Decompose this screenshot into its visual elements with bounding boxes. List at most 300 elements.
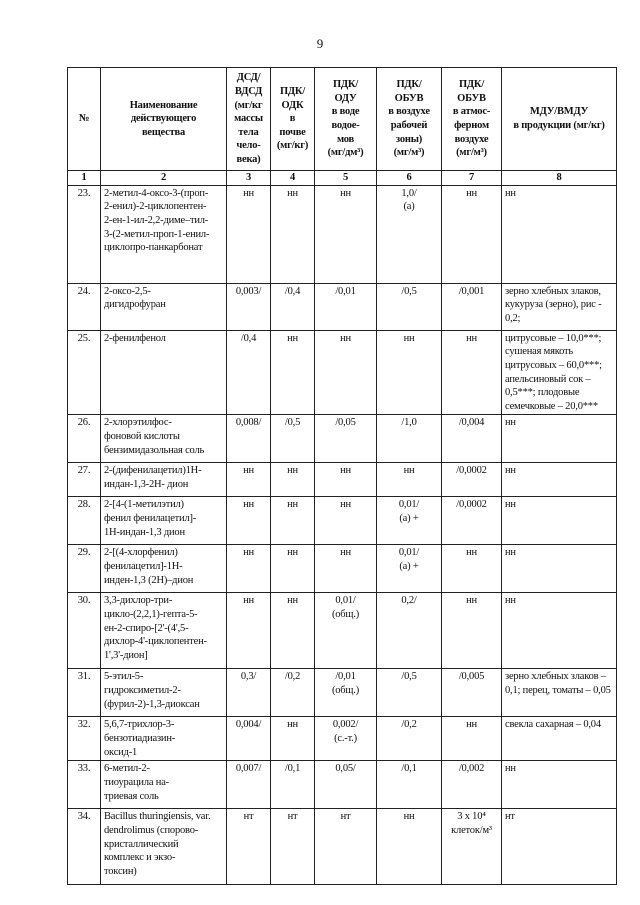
substance-name-line: 2-[4-(1-метилэтил) <box>104 499 184 511</box>
atm-air-value <box>442 593 502 669</box>
header-line: воздухе <box>454 133 489 145</box>
mrl-value-line: 0,1; перец, томаты – 0,05 <box>505 685 611 697</box>
soil-value-line: нт <box>287 811 298 823</box>
header-cell <box>271 68 315 171</box>
soil-value-line: нн <box>287 719 298 731</box>
work-air-value <box>377 669 442 717</box>
dsd-value <box>227 545 271 593</box>
row-number <box>68 761 101 809</box>
soil-value <box>271 283 315 330</box>
work-air-value <box>377 463 442 497</box>
water-value-line: 0,05/ <box>335 763 356 775</box>
header-line: в продукции (мг/кг) <box>513 120 605 131</box>
mrl-value <box>502 185 617 283</box>
work-air-value <box>377 717 442 761</box>
header-line: (мг/м³) <box>393 147 425 159</box>
mrl-value-line: нн <box>505 465 516 477</box>
table-row <box>68 415 617 463</box>
column-number: 7 <box>442 171 502 186</box>
row-number <box>68 185 101 283</box>
substance-name-line: 2-оксо-2,5- <box>104 285 151 297</box>
substance-name <box>101 415 227 463</box>
substance-name <box>101 761 227 809</box>
substance-name-line: бензотиадиазин- <box>104 733 176 745</box>
page-number: 9 <box>316 36 324 51</box>
dsd-value-line: нн <box>243 499 254 511</box>
mrl-value-line: кукуруза (зерно), рис - <box>505 299 602 311</box>
row-number <box>68 545 101 593</box>
work-air-value <box>377 415 442 463</box>
row-number <box>68 497 101 545</box>
header-cell <box>315 68 377 171</box>
substance-name-line: кристаллический <box>104 838 179 850</box>
atm-air-value-line: /0,001 <box>458 285 485 297</box>
work-air-value-line: (а) + <box>399 561 419 573</box>
dsd-value-line: 0,004/ <box>235 719 262 731</box>
dsd-value <box>227 593 271 669</box>
water-value-line: 0,01/ <box>335 595 356 607</box>
row-number-line: 30. <box>77 595 91 607</box>
substance-name-line: 2-енил)-2-циклопентен- <box>104 201 207 213</box>
water-value <box>315 415 377 463</box>
substance-name <box>101 545 227 593</box>
work-air-value-line: 1,0/ <box>401 187 417 199</box>
substance-name-line: цикло-(2,2,1)-гепта-5- <box>104 609 198 621</box>
atm-air-value-line: 3 х 10⁴ <box>457 811 486 823</box>
header-line: действующего <box>130 113 197 125</box>
dsd-value-line: нт <box>243 811 254 823</box>
substance-name-line: комплекс и экзо- <box>104 852 176 864</box>
work-air-value-line: нн <box>403 465 415 477</box>
column-number: 1 <box>68 171 101 186</box>
substance-name-line: Bacillus thuringiensis, var. <box>104 811 211 823</box>
dsd-value <box>227 717 271 761</box>
soil-value-line: /0,4 <box>284 285 301 297</box>
water-value <box>315 717 377 761</box>
soil-value <box>271 761 315 809</box>
header-line: ВДСД <box>234 85 263 97</box>
dsd-value <box>227 330 271 415</box>
water-value <box>315 185 377 283</box>
mrl-value-line: апельсиновый сок – <box>505 373 591 385</box>
substance-name <box>101 497 227 545</box>
water-value-line: (общ.) <box>331 609 360 621</box>
header-line: в атмос- <box>452 106 491 118</box>
row-number-line: 26. <box>77 417 91 429</box>
row-number-line: 24. <box>77 285 91 297</box>
substance-name-line: 5-этил-5- <box>104 671 144 683</box>
dsd-value <box>227 669 271 717</box>
substance-name-line: 5,6,7-трихлор-3- <box>104 719 175 731</box>
soil-value-line: нн <box>287 332 298 344</box>
substance-name-line: дигидрофуран <box>104 299 166 311</box>
mrl-value <box>502 330 617 415</box>
mrl-value <box>502 283 617 330</box>
soil-value-line: /0,2 <box>284 671 301 683</box>
row-number <box>68 593 101 669</box>
water-value-line: (с.-т.) <box>334 733 357 745</box>
header-line: ПДК/ <box>458 79 485 91</box>
header-cell <box>442 68 502 171</box>
header-line: № <box>78 113 90 125</box>
atm-air-value-line: нн <box>466 187 477 199</box>
mrl-value-line: нн <box>505 547 516 559</box>
row-number <box>68 669 101 717</box>
soil-value <box>271 415 315 463</box>
work-air-value-line: 0,01/ <box>398 547 420 559</box>
substance-name <box>101 809 227 885</box>
header-line: ПДК/ <box>396 79 422 91</box>
atm-air-value-line: нн <box>466 719 477 731</box>
header-line: (мг/м³) <box>456 147 487 159</box>
substance-name-line: 1',3'-дион] <box>104 650 148 662</box>
mrl-value-line: цитрусовых – 60,0***; <box>505 359 602 371</box>
dsd-value <box>227 809 271 885</box>
header-line: зоны) <box>395 133 423 145</box>
substance-name-line: триевая соль <box>104 790 159 802</box>
water-value-line: нн <box>340 332 351 344</box>
table-row <box>68 669 617 717</box>
work-air-value <box>377 283 442 330</box>
table-row <box>68 593 617 669</box>
work-air-value-line: нн <box>403 811 415 823</box>
table-row <box>68 463 617 497</box>
substance-name-line: инден-1,3 (2Н)–дион <box>104 574 194 586</box>
mrl-value <box>502 761 617 809</box>
row-number-line: 25. <box>77 332 91 344</box>
header-row <box>68 68 617 171</box>
water-value-line: нн <box>340 465 351 477</box>
water-value-line: /0,01 <box>335 285 356 297</box>
mrl-value <box>502 415 617 463</box>
row-number-line: 28. <box>77 499 91 511</box>
water-value <box>315 497 377 545</box>
substance-name-line: 6-метил-2- <box>104 763 150 775</box>
table-row <box>68 283 617 330</box>
header-line: мов <box>336 133 355 145</box>
soil-value <box>271 497 315 545</box>
soil-value <box>271 669 315 717</box>
mrl-value-line: 0,2; <box>505 312 521 324</box>
row-number <box>68 330 101 415</box>
substance-name-line: 2-фенилфенол <box>104 332 166 344</box>
atm-air-value <box>442 717 502 761</box>
work-air-value <box>377 545 442 593</box>
soil-value <box>271 545 315 593</box>
row-number <box>68 415 101 463</box>
row-number-line: 34. <box>77 811 91 823</box>
work-air-value-line: (а) <box>403 201 415 213</box>
mrl-value <box>502 809 617 885</box>
row-number-line: 31. <box>77 671 91 683</box>
work-air-value-line: нн <box>403 332 415 344</box>
soil-value <box>271 463 315 497</box>
mrl-value-line: зерно хлебных злаков – <box>505 671 606 683</box>
mrl-value-line: семечковые – 20,0*** <box>505 400 598 412</box>
atm-air-value <box>442 809 502 885</box>
mrl-value-line: нн <box>505 499 516 511</box>
mrl-value <box>502 497 617 545</box>
row-number <box>68 717 101 761</box>
table-row <box>68 809 617 885</box>
substance-name <box>101 717 227 761</box>
mrl-value-line: сушеная мякоть <box>505 346 573 358</box>
substance-name-line: оксид-1 <box>104 746 138 758</box>
hygienic-standards-table <box>67 67 617 885</box>
substance-name-line: токсин) <box>104 866 137 878</box>
atm-air-value-line: нн <box>466 595 477 607</box>
dsd-value-line: нн <box>243 547 254 559</box>
header-line: (мг/дм³) <box>327 147 364 159</box>
header-line: МДУ/ВМДУ <box>529 106 589 118</box>
atm-air-value-line: клеток/м³ <box>451 825 492 837</box>
substance-name-line: дихлор-4'-циклопентен- <box>104 636 207 648</box>
soil-value-line: нн <box>287 465 298 477</box>
substance-name-line: фенилацетил]-1Н- <box>104 561 183 573</box>
soil-value <box>271 809 315 885</box>
row-number <box>68 283 101 330</box>
water-value-line: нт <box>340 811 351 823</box>
row-number-line: 23. <box>77 187 91 199</box>
work-air-value <box>377 809 442 885</box>
soil-value-line: нн <box>287 595 298 607</box>
header-cell <box>68 68 101 171</box>
dsd-value <box>227 463 271 497</box>
header-line: водое- <box>331 120 360 131</box>
column-number: 2 <box>101 171 227 186</box>
water-value <box>315 593 377 669</box>
substance-name-line: тиоурацила на- <box>104 777 169 789</box>
table-row <box>68 185 617 283</box>
work-air-value-line: /0,5 <box>401 285 417 297</box>
header-cell <box>377 68 442 171</box>
mrl-value <box>502 463 617 497</box>
soil-value-line: /0,1 <box>284 763 301 775</box>
header-line: ПДК/ <box>332 79 359 91</box>
substance-name-line: 3-(2-метил-проп-1-енил- <box>104 228 210 240</box>
mrl-value <box>502 593 617 669</box>
soil-value <box>271 717 315 761</box>
substance-name-line: 1Н-индан-1,3 дион <box>104 526 185 538</box>
mrl-value-line: свекла сахарная – 0,04 <box>505 719 601 731</box>
atm-air-value-line: нн <box>466 547 477 559</box>
row-number-line: 33. <box>77 763 91 775</box>
substance-name <box>101 330 227 415</box>
substance-name-line: циклопро-панкарбонат <box>104 242 203 254</box>
header-line: ОБУВ <box>394 92 424 104</box>
atm-air-value-line: /0,0002 <box>456 465 487 477</box>
atm-air-value-line: нн <box>466 332 477 344</box>
header-line: ДСД/ <box>236 72 261 84</box>
substance-name-line: фоновой кислоты <box>104 431 180 443</box>
header-cell <box>502 68 617 171</box>
header-line: ПДК/ <box>279 85 306 97</box>
atm-air-value <box>442 669 502 717</box>
mrl-value <box>502 717 617 761</box>
table-row <box>68 545 617 593</box>
mrl-value-line: нн <box>505 187 516 199</box>
header-line: ферном <box>454 120 489 131</box>
column-number-row <box>68 171 617 186</box>
work-air-value <box>377 185 442 283</box>
atm-air-value <box>442 497 502 545</box>
substance-name <box>101 593 227 669</box>
water-value-line: /0,01 <box>335 671 356 683</box>
water-value <box>315 283 377 330</box>
row-number <box>68 463 101 497</box>
header-line: в воздухе <box>388 106 430 118</box>
work-air-value <box>377 497 442 545</box>
header-line: в <box>289 113 296 125</box>
column-number: 3 <box>227 171 271 186</box>
header-line: (мг/кг <box>234 99 263 111</box>
work-air-value-line: 0,01/ <box>398 499 420 511</box>
substance-name-line: 2-метил-4-оксо-3-(проп- <box>104 187 209 199</box>
soil-value-line: нн <box>287 499 298 511</box>
substance-name <box>101 185 227 283</box>
work-air-value-line: /0,1 <box>401 763 417 775</box>
soil-value-line: нн <box>287 187 298 199</box>
row-number-line: 29. <box>77 547 91 559</box>
substance-name-line: гидроксиметил-2- <box>104 685 181 697</box>
work-air-value-line: (а) + <box>399 513 419 525</box>
work-air-value <box>377 330 442 415</box>
soil-value-line: нн <box>287 547 298 559</box>
column-number: 6 <box>377 171 442 186</box>
column-number: 5 <box>315 171 377 186</box>
header-line: ОДУ <box>334 92 357 104</box>
header-line: вещества <box>141 126 186 138</box>
mrl-value-line: 0,5***; плодовые <box>505 387 580 399</box>
water-value <box>315 330 377 415</box>
substance-name-line: ен-2-спиро-[2'-(4',5- <box>104 622 189 634</box>
header-line: Наименование <box>129 99 198 111</box>
table-row <box>68 330 617 415</box>
row-number-line: 32. <box>77 719 91 731</box>
atm-air-value <box>442 185 502 283</box>
atm-air-value-line: /0,002 <box>458 763 485 775</box>
mrl-value-line: зерно хлебных злаков, <box>505 285 601 297</box>
work-air-value-line: /0,2 <box>401 719 417 731</box>
atm-air-value-line: /0,004 <box>458 417 485 429</box>
column-number: 8 <box>502 171 617 186</box>
header-line: в воде <box>331 106 360 118</box>
substance-name-line: 2-[(4-хлорфенил) <box>104 547 178 559</box>
header-cell <box>227 68 271 171</box>
table-row <box>68 761 617 809</box>
dsd-value <box>227 185 271 283</box>
substance-name-line: dendrolimus (спорово- <box>104 825 199 837</box>
atm-air-value <box>442 283 502 330</box>
substance-name-line: 2-ен-1-ил-2,2-диме–тил- <box>104 214 209 226</box>
water-value-line: (общ.) <box>331 685 360 697</box>
atm-air-value-line: /0,0002 <box>456 499 487 511</box>
work-air-value-line: /1,0 <box>401 417 417 429</box>
header-line: ОБУВ <box>457 92 486 104</box>
header-line: почве <box>279 126 306 138</box>
work-air-value <box>377 593 442 669</box>
dsd-value-line: 0,003/ <box>235 285 262 297</box>
mrl-value-line: нт <box>505 811 515 823</box>
atm-air-value <box>442 545 502 593</box>
mrl-value-line: нн <box>505 595 516 607</box>
header-cell <box>101 68 227 171</box>
header-line: рабочей <box>390 120 428 131</box>
dsd-value-line: нн <box>243 465 254 477</box>
dsd-value-line: нн <box>243 187 254 199</box>
dsd-value <box>227 761 271 809</box>
substance-name-line: бензимидазольная соль <box>104 444 205 456</box>
soil-value-line: /0,5 <box>284 417 301 429</box>
work-air-value-line: 0,2/ <box>401 595 417 607</box>
substance-name-line: индан-1,3-2Н- дион <box>104 479 189 491</box>
dsd-value-line: 0,007/ <box>235 763 262 775</box>
atm-air-value <box>442 330 502 415</box>
water-value <box>315 545 377 593</box>
header-line: тела <box>238 126 259 138</box>
water-value-line: нн <box>340 187 351 199</box>
dsd-value-line: нн <box>243 595 254 607</box>
water-value <box>315 463 377 497</box>
water-value <box>315 761 377 809</box>
soil-value <box>271 593 315 669</box>
mrl-value-line: нн <box>505 417 516 429</box>
dsd-value <box>227 497 271 545</box>
water-value <box>315 809 377 885</box>
atm-air-value <box>442 463 502 497</box>
soil-value <box>271 185 315 283</box>
substance-name-line: (фурил-2)-1,3-диоксан <box>104 698 200 710</box>
work-air-value-line: /0,5 <box>401 671 417 683</box>
water-value-line: нн <box>340 499 351 511</box>
mrl-value <box>502 669 617 717</box>
substance-name-line: 3,3-дихлор-три- <box>104 595 173 607</box>
mrl-value <box>502 545 617 593</box>
atm-air-value <box>442 415 502 463</box>
water-value-line: нн <box>340 547 351 559</box>
atm-air-value-line: /0,005 <box>458 671 485 683</box>
dsd-value-line: /0,4 <box>240 332 257 344</box>
water-value-line: 0,002/ <box>332 719 359 731</box>
water-value-line: /0,05 <box>335 417 356 429</box>
substance-name-line: 2-(дифенилацетил)1Н- <box>104 465 202 477</box>
dsd-value-line: 0,008/ <box>235 417 262 429</box>
header-line: (мг/кг) <box>276 140 309 152</box>
column-number: 4 <box>271 171 315 186</box>
header-line: массы <box>234 113 263 125</box>
table-body <box>68 185 617 885</box>
table-row <box>68 717 617 761</box>
mrl-value-line: нн <box>505 763 516 775</box>
water-value <box>315 669 377 717</box>
table-row <box>68 497 617 545</box>
substance-name-line: 2-хлорэтилфос- <box>104 417 172 429</box>
substance-name-line: фенил фенилацетил]- <box>104 513 197 525</box>
row-number-line: 27. <box>77 465 91 477</box>
dsd-value <box>227 415 271 463</box>
substance-name <box>101 463 227 497</box>
row-number <box>68 809 101 885</box>
header-line: чело- <box>236 140 261 152</box>
substance-name <box>101 669 227 717</box>
mrl-value-line: цитрусовые – 10,0***; <box>505 332 602 344</box>
dsd-value-line: 0,3/ <box>240 671 257 683</box>
work-air-value <box>377 761 442 809</box>
dsd-value <box>227 283 271 330</box>
soil-value <box>271 330 315 415</box>
atm-air-value <box>442 761 502 809</box>
substance-name <box>101 283 227 330</box>
